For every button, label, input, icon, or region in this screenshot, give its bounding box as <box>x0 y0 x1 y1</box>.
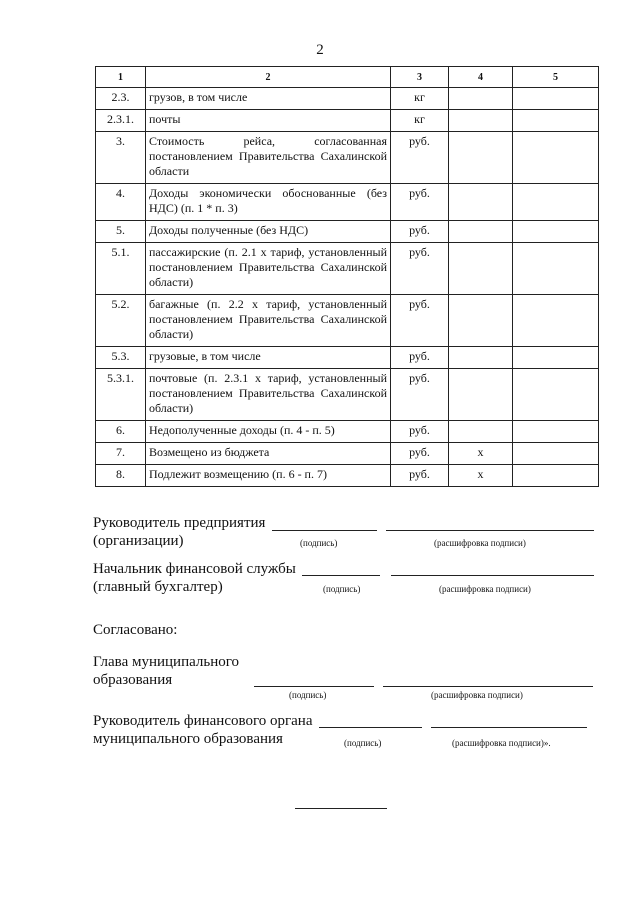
row-number: 2.3.1. <box>96 110 146 132</box>
row-name: грузов, в том числе <box>146 88 391 110</box>
row-unit: руб. <box>391 421 449 443</box>
table-row <box>96 443 599 465</box>
mun-head-subtitle: образования <box>93 672 173 688</box>
signature-caption: (подпись) <box>344 738 382 748</box>
header-cell: 1 <box>96 67 146 88</box>
table-row <box>96 347 599 369</box>
row-col5 <box>513 369 599 421</box>
row-number: 5.3. <box>96 347 146 369</box>
name-line <box>386 530 594 531</box>
row-unit: кг <box>391 110 449 132</box>
row-number: 5. <box>96 221 146 243</box>
row-number: 6. <box>96 421 146 443</box>
table-row <box>96 110 599 132</box>
row-number: 7. <box>96 443 146 465</box>
decoding-caption: (расшифровка подписи) <box>434 538 526 548</box>
row-col4 <box>449 110 513 132</box>
signature-caption: (подпись) <box>323 584 361 594</box>
row-number: 2.3. <box>96 88 146 110</box>
row-col5 <box>513 347 599 369</box>
row-col4 <box>449 421 513 443</box>
fin-org-subtitle: муниципального образования <box>93 731 283 747</box>
row-name: пассажирские (п. 2.1 х тариф, установленный постановлением Правительства Сахалинской области) <box>146 243 391 295</box>
decoding-caption: (расшифровка подписи)». <box>452 738 551 748</box>
header-cell: 5 <box>513 67 599 88</box>
header-cell: 4 <box>449 67 513 88</box>
name-line <box>431 727 587 728</box>
row-name: почты <box>146 110 391 132</box>
row-col5 <box>513 132 599 184</box>
table-row <box>96 132 599 184</box>
row-col4 <box>449 369 513 421</box>
signature-line <box>272 530 377 531</box>
table-header-row <box>96 67 599 88</box>
table-row <box>96 243 599 295</box>
row-name: багажные (п. 2.2 х тариф, установленный постановлением Правительства Сахалинской области) <box>146 295 391 347</box>
row-unit: руб. <box>391 221 449 243</box>
row-name: Доходы полученные (без НДС) <box>146 221 391 243</box>
row-col4: х <box>449 443 513 465</box>
signature-caption: (подпись) <box>289 690 327 700</box>
signature-line <box>319 727 422 728</box>
decoding-caption: (расшифровка подписи) <box>431 690 523 700</box>
row-unit: кг <box>391 88 449 110</box>
signature-line <box>302 575 380 576</box>
signature-line <box>254 686 374 687</box>
table-row <box>96 421 599 443</box>
row-number: 5.3.1. <box>96 369 146 421</box>
row-name: Стоимость рейса, согласованная постановлением Правительства Сахалинской области <box>146 132 391 184</box>
row-col4 <box>449 221 513 243</box>
row-col5 <box>513 465 599 487</box>
table-row <box>96 184 599 221</box>
row-unit: руб. <box>391 347 449 369</box>
row-unit: руб. <box>391 132 449 184</box>
header-cell: 2 <box>146 67 391 88</box>
mun-head-title: Глава муниципального <box>93 654 240 670</box>
row-col4 <box>449 347 513 369</box>
row-col5 <box>513 421 599 443</box>
row-name: Подлежит возмещению (п. 6 - п. 7) <box>146 465 391 487</box>
row-name: почтовые (п. 2.3.1 х тариф, установленный постановлением Правительства Сахалинской области) <box>146 369 391 421</box>
row-number: 8. <box>96 465 146 487</box>
table-row <box>96 369 599 421</box>
row-col4 <box>449 184 513 221</box>
signature-caption: (подпись) <box>300 538 338 548</box>
header-cell: 3 <box>391 67 449 88</box>
data-table <box>95 66 599 487</box>
row-unit: руб. <box>391 243 449 295</box>
row-col5 <box>513 443 599 465</box>
row-col4 <box>449 132 513 184</box>
name-line <box>391 575 594 576</box>
agreed-label: Согласовано: <box>93 622 178 638</box>
row-unit: руб. <box>391 184 449 221</box>
row-col5 <box>513 221 599 243</box>
page-number: 2 <box>316 42 324 58</box>
row-number: 4. <box>96 184 146 221</box>
head-org-title: Руководитель предприятия <box>93 515 266 531</box>
row-number: 5.2. <box>96 295 146 347</box>
row-col5 <box>513 88 599 110</box>
table-row <box>96 221 599 243</box>
fin-service-subtitle: (главный бухгалтер) <box>93 579 223 595</box>
row-unit: руб. <box>391 443 449 465</box>
row-name: Возмещено из бюджета <box>146 443 391 465</box>
row-name: Доходы экономически обоснованные (без НДС) (п. 1 * п. 3) <box>146 184 391 221</box>
row-unit: руб. <box>391 295 449 347</box>
table-row <box>96 295 599 347</box>
row-name: Недополученные доходы (п. 4 - п. 5) <box>146 421 391 443</box>
closing-line <box>295 808 387 809</box>
row-col5 <box>513 243 599 295</box>
row-unit: руб. <box>391 369 449 421</box>
fin-org-title: Руководитель финансового органа <box>93 713 313 729</box>
row-col4 <box>449 88 513 110</box>
row-col5 <box>513 110 599 132</box>
row-col4 <box>449 295 513 347</box>
table-row <box>96 88 599 110</box>
fin-service-title: Начальник финансовой службы <box>93 561 296 577</box>
row-unit: руб. <box>391 465 449 487</box>
row-col4: х <box>449 465 513 487</box>
row-number: 5.1. <box>96 243 146 295</box>
table-row <box>96 465 599 487</box>
row-number: 3. <box>96 132 146 184</box>
head-org-subtitle: (организации) <box>93 533 184 549</box>
decoding-caption: (расшифровка подписи) <box>439 584 531 594</box>
row-name: грузовые, в том числе <box>146 347 391 369</box>
row-col4 <box>449 243 513 295</box>
row-col5 <box>513 184 599 221</box>
row-col5 <box>513 295 599 347</box>
name-line <box>383 686 593 687</box>
